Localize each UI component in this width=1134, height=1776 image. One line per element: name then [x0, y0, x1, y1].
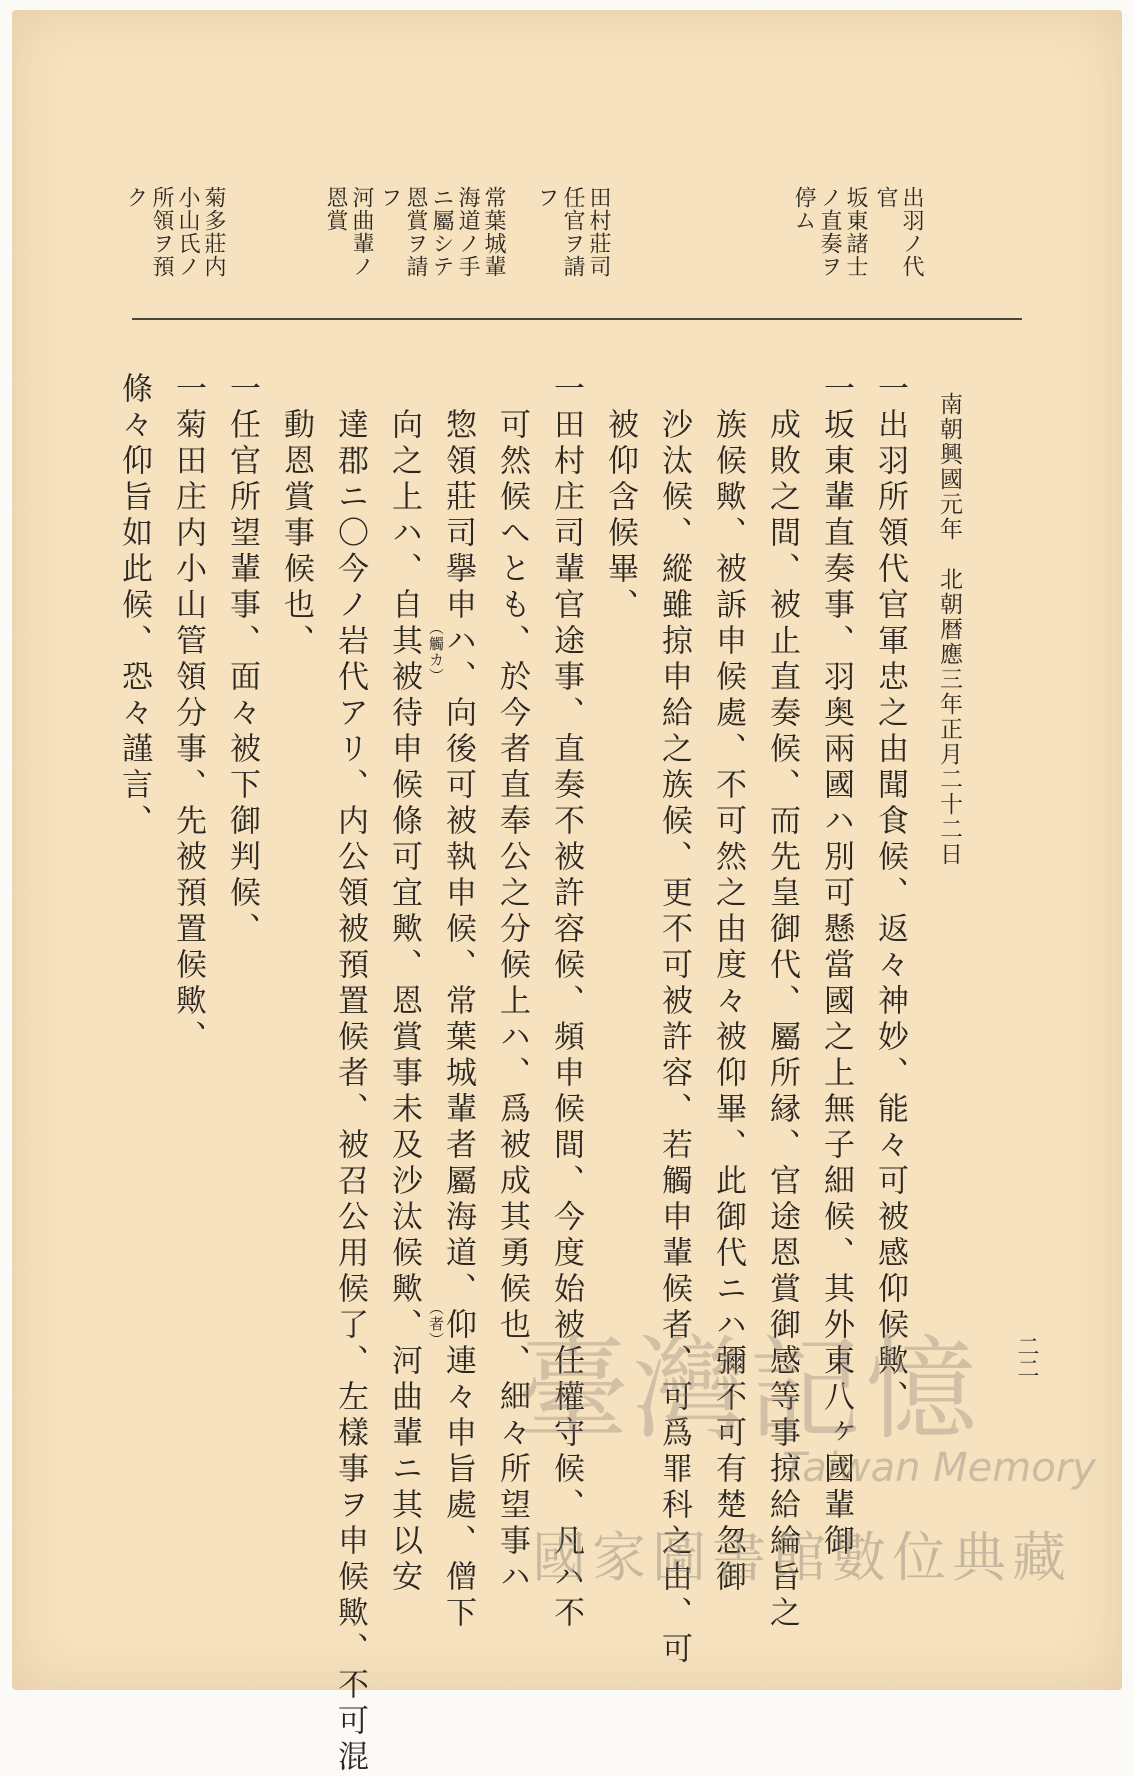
body-column: 達郡ニ〇今ノ岩代アリ、内公領被預置候者、被召公用候了、左樣事ヲ申候歟、不可混: [332, 408, 368, 1776]
headnote-line: ノ直奏ヲ: [817, 186, 842, 278]
headnote-line: 常葉城輩: [481, 186, 506, 278]
headnote-line: 恩賞ヲ請: [403, 186, 428, 278]
document-page: [12, 10, 1122, 1776]
headnote-line: フ: [377, 186, 402, 209]
body-column: 一菊田庄内小山管領分事、先被預置候歟、: [170, 372, 206, 1056]
body-column: 可然候へとも、於今者直奉公之分候上ハ、爲被成其勇候也、細々所望事ハ: [494, 408, 530, 1596]
headnote-line: 海道ノ手: [455, 186, 480, 278]
watermark-calligraphy: 臺灣記憶: [517, 1325, 981, 1455]
watermark-english: Taiwan Memory: [782, 1445, 1096, 1491]
headnote-rule: [132, 318, 1022, 320]
headnote-line: フ: [534, 186, 559, 209]
headnote-line: 坂東諸士: [843, 186, 868, 278]
body-annotation: （者）: [427, 1300, 445, 1348]
headnote-line: 停ム: [791, 186, 816, 232]
body-column: 沙汰候、縱雖掠申給之族候、更不可被許容、若觸申輩候者、可爲罪科之由、可: [656, 408, 692, 1668]
body-column: 動恩賞事候也、: [278, 408, 314, 660]
headnote-line: 菊多莊内: [201, 186, 226, 278]
body-column: 向之上ハ、自其被待申候條可宜歟、恩賞事未及沙汰候歟、河曲輩ニ其以安: [386, 408, 422, 1596]
headnote-line: 所領ヲ預: [149, 186, 174, 278]
headnote-line: ニ屬シテ: [429, 186, 454, 278]
body-column: 成敗之間、被止直奏候、而先皇御代、屬所縁、官途恩賞御感等事掠給綸旨之: [764, 408, 800, 1632]
headnote-line: 官: [873, 186, 898, 209]
headnote-line: 任官ヲ請: [560, 186, 585, 278]
body-column: 一出羽所領代官軍忠之由聞食候、返々神妙、能々可被感仰候歟、: [872, 372, 908, 1416]
watermark-institution: 國家圖書館數位典藏: [532, 1526, 1072, 1589]
headnote-line: 河曲輩ノ: [349, 186, 374, 278]
page-number: 二二: [1014, 1335, 1039, 1379]
body-column: 一任官所望輩事、面々被下御判候、: [224, 372, 260, 948]
headnote-line: 小山氏ノ: [175, 186, 200, 278]
headnote-line: ク: [123, 186, 148, 209]
body-column: 條々仰旨如此候、恐々謹言、: [116, 372, 152, 840]
body-column: 惣領莊司擧申ハ、向後可被執申候、常葉城輩者屬海道、仰連々申旨處、僧下: [440, 408, 476, 1632]
body-column: 被仰含候畢、: [602, 408, 638, 624]
headnote-line: 田村莊司: [586, 186, 611, 278]
page-header: 南朝興國元年 北朝暦應三年正月二十二日: [936, 392, 962, 867]
headnote-line: 出羽ノ代: [899, 186, 924, 278]
body-column: 一田村庄司輩官途事、直奏不被許容候、頻申候間、今度始被任權守候、凡ハ不: [548, 372, 584, 1632]
headnote-line: 恩賞: [323, 186, 348, 232]
body-column: 族候歟、被訴申候處、不可然之由度々被仰畢、此御代ニハ彌不可有楚忽御: [710, 408, 746, 1596]
body-annotation: （觸カ）: [427, 620, 445, 684]
body-column: 一坂東輩直奏事、羽奥兩國ハ別可懸當國之上無子細候、其外東八ヶ國輩御: [818, 372, 854, 1560]
